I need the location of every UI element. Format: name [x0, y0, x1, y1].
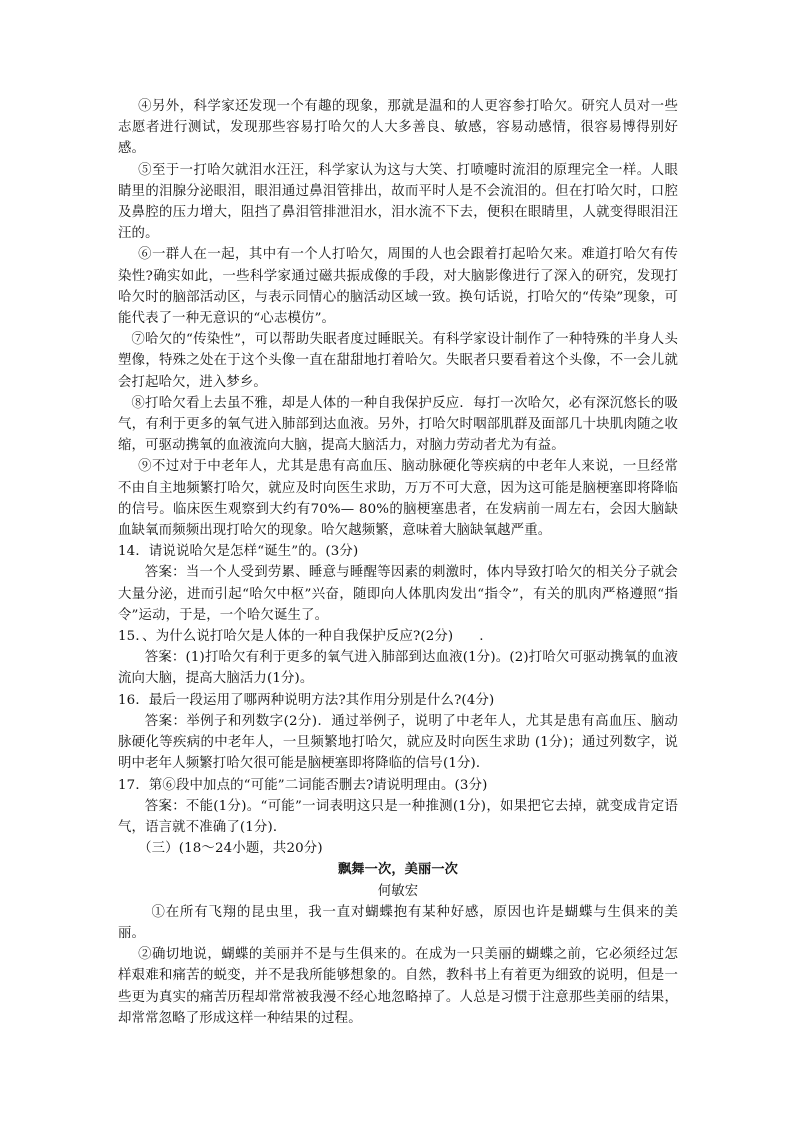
answer-16: 答案：举例子和列数字(2分)．通过举例子，说明了中老年人，尤其是患有高血压、脑动脉硬化等疾病的中老年人，一旦频繁地打哈欠，就应及时向医生求助 (1分)；通过列数字，说明中老年人频繁打哈欠很可能是脑梗塞即将降临的信号(1分)． [118, 713, 678, 772]
article-paragraph-2: ②确切地说，蝴蝶的美丽并不是与生俱来的。在成为一只美丽的蝴蝶之前，它必须经过怎样艰难和痛苦的蜕变，并不是我所能够想象的。自然，教科书上有着更为细致的说明，但是一些更为真实的痛苦历程却常常被我漫不经心地忽略掉了。人总是习惯于注意那些美丽的结果，却常常忽略了形成这样一种结果的过程。 [118, 947, 678, 1026]
answer-17: 答案：不能(1分)。“可能”一词表明这只是一种推测(1分)，如果把它去掉，就变成肯定语气，语言就不准确了(1分)． [118, 798, 678, 835]
question-14: 14．请说说哈欠是怎样“诞生”的。(3分) [118, 544, 359, 560]
section-3-heading: （三）(18～24小题，共20分) [138, 841, 323, 857]
answer-14: 答案：当一个人受到劳累、睡意与睡醒等因素的刺激时，体内导致打哈欠的相关分子就会大量分泌，进而引起“哈欠中枢”兴奋，随即向人体肌肉发出“指令”，有关的肌肉严格遵照“指令”运动，于是，一个哈欠诞生了。 [118, 565, 678, 623]
question-15-dot: . [479, 629, 484, 645]
paragraph-7: ⑦哈欠的“传染性”，可以帮助失眠者度过睡眠关。有科学家设计制作了一种特殊的半身人头塑像，特殊之处在于这个头像一直在甜甜地打着哈欠。失眠者只要看着这个头像，不一会儿就会打起哈欠，进入梦乡。 [118, 332, 678, 390]
answer-15: 答案：(1)打哈欠有利于更多的氧气进入肺部到达血液(1分)。(2)打哈欠可驱动携氧的血液流向大脑，提高大脑活力(1分)。 [118, 650, 678, 687]
paragraph-4: ④另外，科学家还发现一个有趣的现象，那就是温和的人更容参打哈欠。研究人员对一些志愿者进行测试，发现那些容易打哈欠的人大多善良、敏感，容易动感情，很容易博得别好感。 [118, 99, 678, 157]
paragraph-5: ⑤至于一打哈欠就泪水汪汪，科学家认为这与大笑、打喷嚏时流泪的原理完全一样。人眼睛里的泪腺分泌眼泪，眼泪通过鼻泪管排出，故而平时人是不会流泪的。但在打哈欠时，口腔及鼻腔的压力增大，阻挡了鼻泪管排泄泪水，泪水流不下去，便积在眼睛里，人就变得眼泪汪汪的。 [118, 162, 678, 242]
article-author: 何敏宏 [377, 883, 419, 899]
question-16: 16．最后一段运用了哪两种说明方法?其作用分别是什么?(4分) [118, 692, 495, 708]
paragraph-6: ⑥一群人在一起，其中有一个人打哈欠，周围的人也会跟着打起哈欠来。难道打哈欠有传染性?确实如此，一些科学家通过磁共振成像的手段，对大脑影像进行了深入的研究，发现打哈欠时的脑部活动区，与表示同情心的脑活动区域一致。换句话说，打哈欠的“传染”现象，可能代表了一种无意识的“心志模仿”。 [118, 247, 678, 327]
question-17: 17．第⑥段中加点的“可能”二词能否删去?请说明理由。(3分) [118, 777, 488, 793]
question-15-text: 15．、为什么说打哈欠是人体的一种自我保护反应?(2分) [118, 629, 454, 645]
question-15 [118, 626, 678, 647]
article-paragraph-1: ①在所有飞翔的昆虫里，我一直对蝴蝶抱有某种好感，原因也许是蝴蝶与生俱来的美丽。 [118, 904, 678, 941]
document-page [118, 96, 678, 1029]
paragraph-8: ⑧打哈欠看上去虽不雅，却是人体的一种自我保护反应．每打一次哈欠，必有深沉悠长的吸气，有利于更多的氧气进入肺部到达血液。另外，打哈欠时咽部肌群及面部几十块肌肉随之收缩，可驱动携氧的血液流向大脑，提高大脑活力，对脑力劳动者尤为有益。 [118, 395, 678, 454]
paragraph-9: ⑨不过对于中老年人，尤其是患有高血压、脑动脉硬化等疾病的中老年人来说，一旦经常不由自主地频繁打哈欠，就应及时向医生求助，万万不可大意，因为这可能是脑梗塞即将降临的信号。临床医生观察到大约有70%— 80%的脑梗塞患者，在发病前一周左右，会因大脑缺血缺氧而频频出现打哈欠的现象。哈欠越频繁，意味着大脑缺氧越严重。 [118, 459, 678, 539]
article-title: 飘舞一次，美丽一次 [337, 862, 459, 878]
